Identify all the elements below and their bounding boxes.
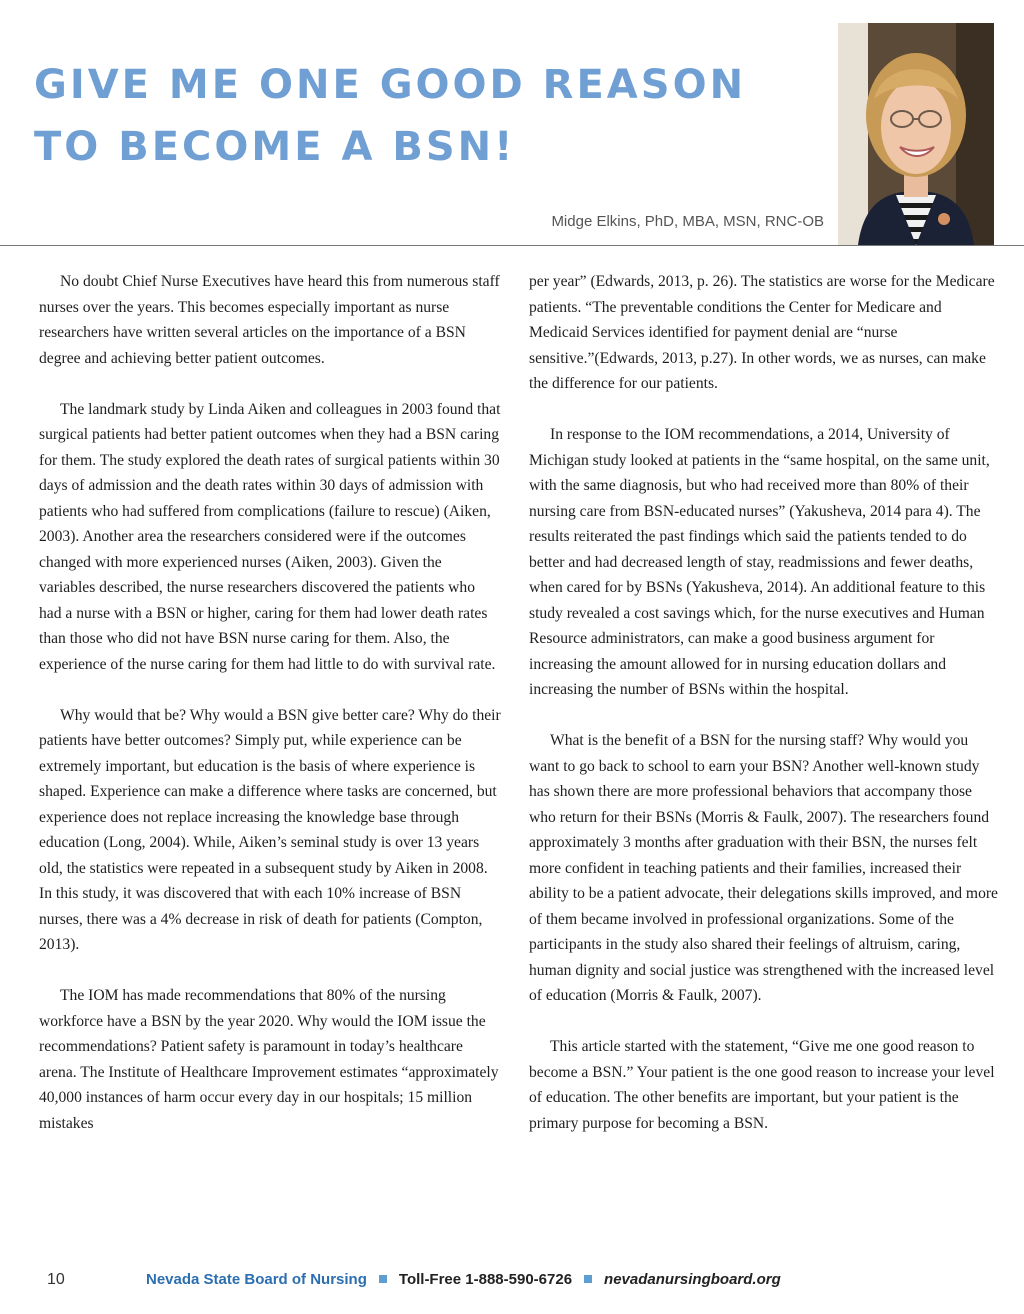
author-photo bbox=[838, 23, 994, 245]
title-line-2: TO BECOME A BSN! bbox=[34, 124, 516, 170]
article-title bbox=[34, 54, 824, 178]
header-divider bbox=[0, 245, 1024, 246]
square-bullet-icon bbox=[379, 1275, 387, 1283]
page-footer bbox=[0, 1268, 1024, 1294]
footer-info bbox=[146, 1271, 781, 1288]
paragraph: No doubt Chief Nurse Executives have heard this from numerous staff nurses over the years. This becomes especially important as nurse researchers have written several articles on the importance of a BSN degree and achieving better patient outcomes. bbox=[39, 273, 500, 367]
paragraph: The IOM has made recommendations that 80% of the nursing workforce have a BSN by the year 2020. Why would the IOM issue the recommendations? Patient safety is paramount in today’s healthcare arena. The Institute of Healthcare Improvement estimates “approximately 40,000 instances of harm occur every day in our hospitals; 15 million mistakes bbox=[39, 987, 499, 1132]
paragraph: Why would that be? Why would a BSN give better care? Why do their patients have better outcomes? Simply put, while experience can be extremely important, but education is the basis of where experience is shaped. Experience can make a difference where tasks are concerned, but experience does not replace increasing the knowledge base through education (Long, 2004). While, Aiken’s seminal study is over 13 years old, the statistics were repeated in a subsequent study by Aiken in 2008. In this study, it was discovered that with each 10% increase of BSN nurses, there was a 4% decrease in risk of death for patients (Compton, 2013). bbox=[39, 706, 501, 953]
footer-organization: Nevada State Board of Nursing bbox=[146, 1271, 367, 1288]
author-byline: Midge Elkins, PhD, MBA, MSN, RNC-OB bbox=[551, 213, 824, 230]
footer-phone: Toll-Free 1-888-590-6726 bbox=[398, 1271, 573, 1288]
title-line-1: GIVE ME ONE GOOD REASON bbox=[34, 62, 747, 108]
page-number: 10 bbox=[47, 1271, 65, 1288]
paragraph-continued: per year” (Edwards, 2013, p. 26). The statistics are worse for the Medicare patients. “The preventable conditions the Center for Medicare and Medicaid Services identified for payment denial are “nurse sensitive.”(Edwards, 2013, p.27). In other words, we as nurses, can make the difference for our patients. bbox=[529, 273, 995, 392]
square-bullet-icon bbox=[584, 1275, 592, 1283]
paragraph: What is the benefit of a BSN for the nursing staff? Why would you want to go back to school to earn your BSN? Another well-known study has shown there are more professional behaviors that accompany those who return for their BSNs (Morris & Faulk, 2007). The researchers found approximately 3 months after graduation with their BSN, the nurses felt more confident in teaching patients and their families, increased their ability to be a patient advocate, their delegations skills improved, and more of them became involved in professional organizations. Some of the participants in the study also shared their feelings of altruism, caring, human dignity and social justice was strengthened with the increased level of education (Morris & Faulk, 2007). bbox=[529, 732, 998, 1004]
right-column bbox=[529, 269, 999, 1136]
paragraph: In response to the IOM recommendations, a 2014, University of Michigan study looked at patients in the “same hospital, on the same unit, with the same diagnosis, but who had received more than 80% of their nursing care from BSN-educated nurses” (Yakusheva, 2014 para 4). The results reiterated the past findings which said the patients tended to do better and had decreased length of stay, readmissions and fewer deaths, when cared for by BSNs (Yakusheva, 2014). An additional feature to this study revealed a cost savings which, for the nurse executives and Human Resource administrators, can make a good business argument for increasing the amount allowed for in nursing education dollars and increasing the number of BSNs within the hospital. bbox=[529, 426, 990, 698]
left-column bbox=[39, 269, 501, 1136]
paragraph: This article started with the statement, “Give me one good reason to become a BSN.” Your patient is the one good reason to increase your level of education. The other benefits are important, but your patient is the primary purpose for becoming a BSN. bbox=[529, 1038, 995, 1132]
paragraph: The landmark study by Linda Aiken and colleagues in 2003 found that surgical patients had better patient outcomes when they had a BSN caring for them. The study explored the death rates of surgical patients within 30 days of admission and the death rates within 30 days of admission with patients who had suffered from complications (failure to rescue) (Aiken, 2003). Another area the researchers considered were if the outcomes changed with more experienced nurses (Aiken, 2003). Given the variables described, the nurse researchers discovered the patients who had a nurse with a BSN or higher, caring for them had lower death rates than those who did not have BSN nurse caring for them. Also, the experience of the nurse caring for them had little to do with survival rate. bbox=[39, 400, 501, 673]
footer-website-link[interactable]: nevadanursingboard.org bbox=[604, 1271, 781, 1288]
